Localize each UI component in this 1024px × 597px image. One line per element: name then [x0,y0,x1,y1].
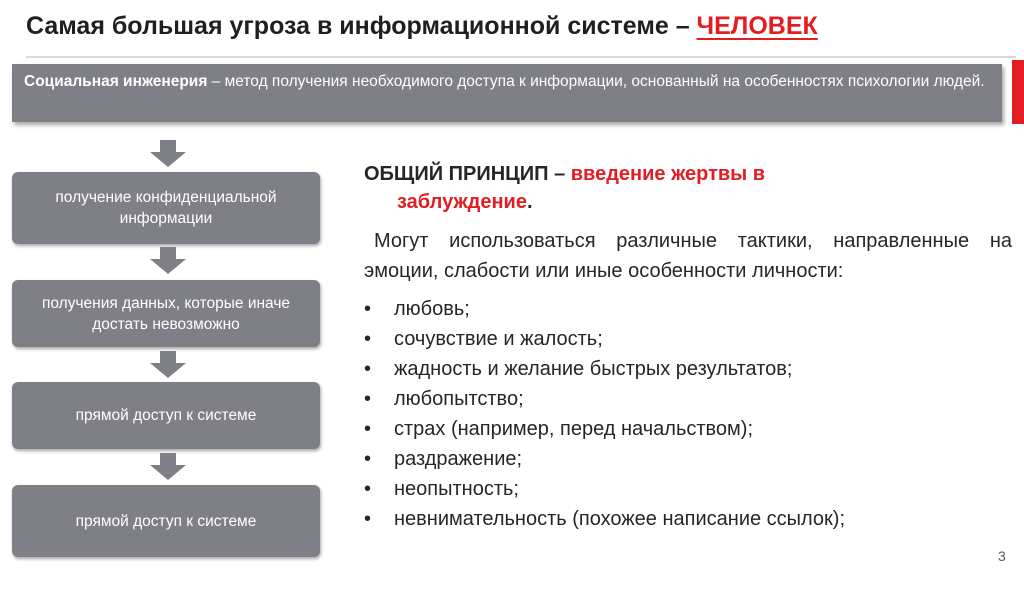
principle-label: ОБЩИЙ ПРИНЦИП – [364,163,571,185]
bullet-icon: • [364,448,372,470]
list-item: • любовь; [364,294,1012,324]
down-arrow-icon [148,140,188,168]
slide-title [26,12,1016,41]
bullet-icon: • [364,508,372,530]
definition-box [12,64,1002,122]
red-accent-bar [1012,60,1024,124]
flow-step-label: получение конфиденциальной информации [55,189,277,227]
principle-text-b: заблуждение [397,191,527,213]
principle-text-a: введение жертвы в [570,163,766,185]
bullet-icon: • [364,478,372,500]
principle-panel [364,160,1012,534]
definition-text: – метод получения необходимого доступа к информации, основанный на особенностях психологии людей. [207,73,985,90]
tactics-intro: Могут использоваться различные тактики, направленные на эмоции, слабости или иные особенности личности: [364,230,1012,282]
bullet-icon: • [364,418,372,440]
bullet-icon: • [364,358,372,380]
title-divider [26,56,1016,58]
slide-title-main: Самая большая угроза в информационной системе – [26,12,697,40]
flow-step-label: получения данных, которые иначе достать невозможно [41,294,291,333]
flow-step-1 [12,172,320,244]
flow-step-2 [12,280,320,347]
slide-title-accent: ЧЕЛОВЕК [696,12,818,40]
principle-heading [364,160,1012,216]
page-number: 3 [998,548,1006,564]
list-item: • любопытство; [364,384,1012,414]
list-item: • невнимательность (похожее написание ссылок); [364,504,1012,534]
list-item: • жадность и желание быстрых результатов; [364,354,1012,384]
flow-step-4 [12,485,320,557]
flow-step-label: прямой доступ к системе [75,407,257,424]
definition-term: Социальная инженерия [24,73,208,90]
flow-step-3 [12,382,320,449]
down-arrow-icon [148,247,188,275]
bullet-icon: • [364,298,372,320]
list-item: • неопытность; [364,474,1012,504]
flow-step-label: прямой доступ к системе [75,512,257,530]
list-item: • раздражение; [364,444,1012,474]
tactics-list [364,294,1012,534]
down-arrow-icon [148,351,188,379]
bullet-icon: • [364,328,372,350]
bullet-icon: • [364,388,372,410]
list-item: • сочувствие и жалость; [364,324,1012,354]
list-item: • страх (например, перед начальством); [364,414,1012,444]
principle-end: . [526,191,533,213]
down-arrow-icon [148,453,188,481]
